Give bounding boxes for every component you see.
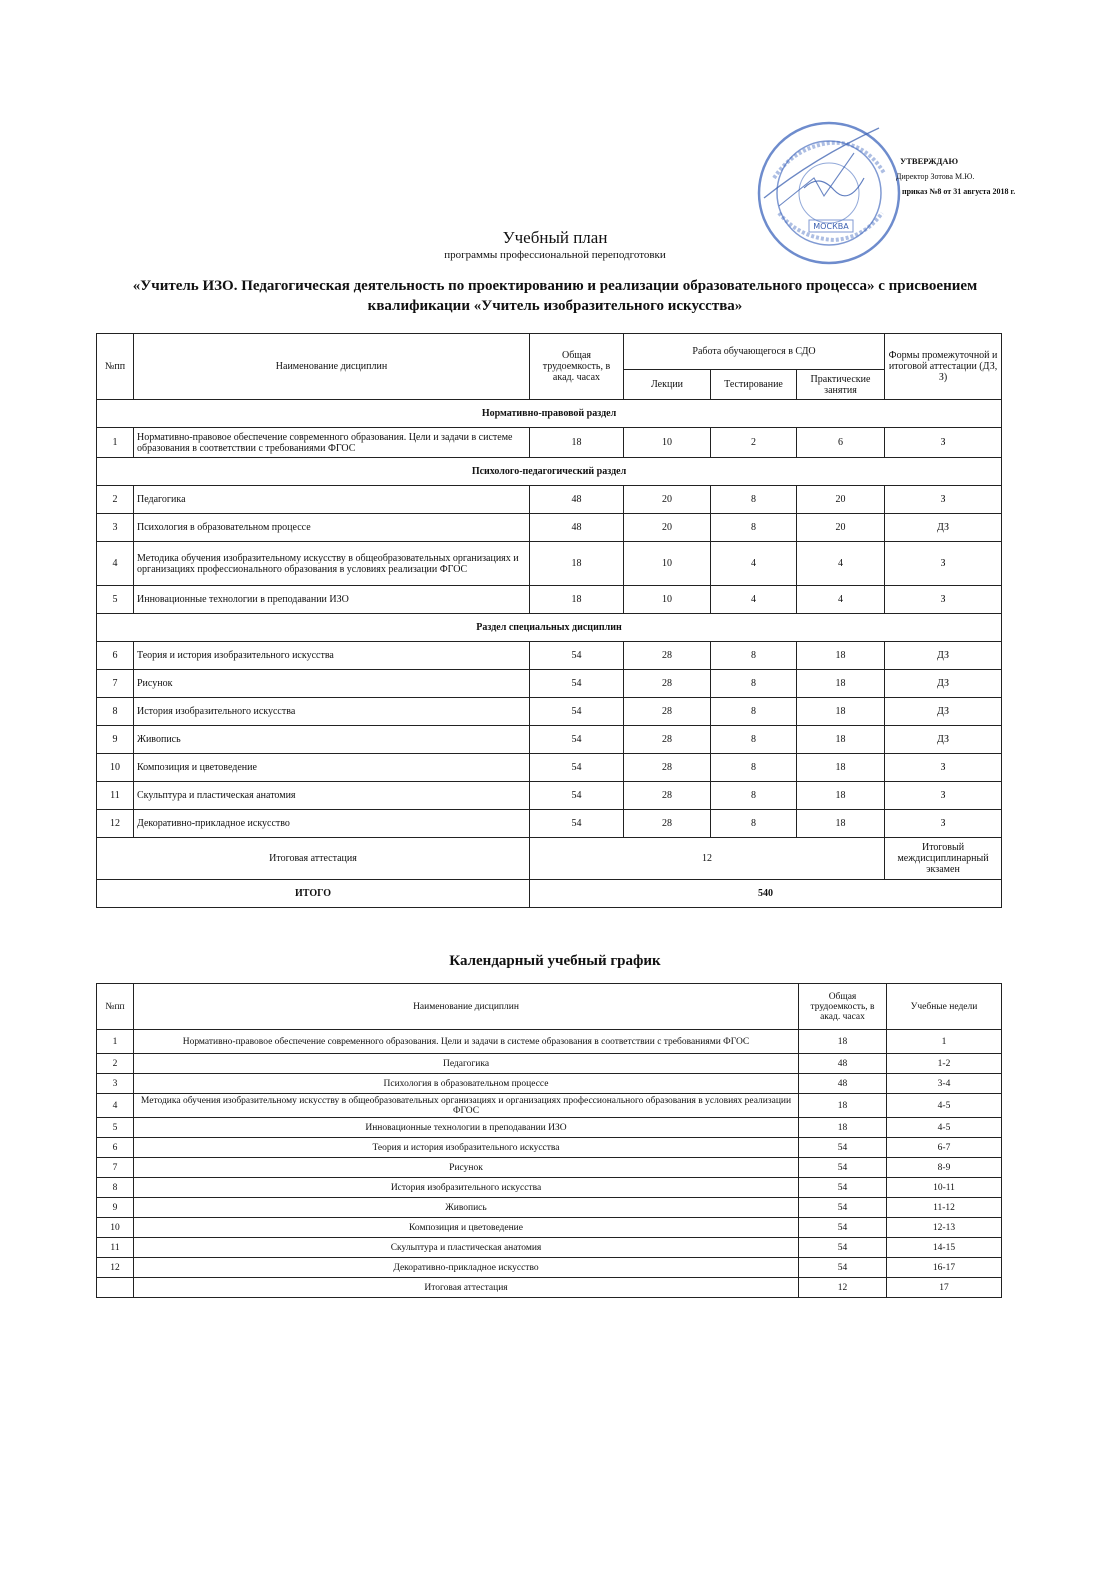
table-row (97, 754, 1002, 782)
row-discipline: История изобразительного искусства (134, 698, 530, 726)
cal-row-hours: 54 (799, 1178, 887, 1198)
table-row (97, 1158, 1002, 1178)
row-lectures: 28 (624, 754, 711, 782)
cal-row-num: 4 (97, 1094, 134, 1118)
program-title (0, 276, 1110, 316)
section-title: Нормативно-правовой раздел (97, 400, 1002, 428)
calendar-body (97, 1030, 1002, 1298)
cal-row-num: 1 (97, 1030, 134, 1054)
row-num: 9 (97, 726, 134, 754)
table-row (97, 1198, 1002, 1218)
row-discipline: Живопись (134, 726, 530, 754)
row-testing: 8 (711, 486, 797, 514)
table-row (97, 1218, 1002, 1238)
table-row (97, 542, 1002, 586)
table-row (97, 1178, 1002, 1198)
table-row (97, 428, 1002, 458)
table-row (97, 670, 1002, 698)
row-hours: 54 (530, 782, 624, 810)
row-practice: 4 (797, 586, 885, 614)
table-row (97, 1094, 1002, 1118)
curriculum-body (97, 400, 1002, 838)
calendar-table (96, 983, 1002, 1298)
row-num: 6 (97, 642, 134, 670)
row-discipline: Педагогика (134, 486, 530, 514)
row-num: 1 (97, 428, 134, 458)
row-practice: 18 (797, 810, 885, 838)
cal-row-weeks: 1 (887, 1030, 1002, 1054)
program-title-text: «Учитель ИЗО. Педагогическая деятельность по проектированию и реализации образовательного процесса» с присвоением квалификации «Учитель изобразительного искусства» (132, 278, 978, 314)
row-discipline: Нормативно-правовое обеспечение современного образования. Цели и задачи в системе образования в соответствии с требованиями ФГОС (134, 428, 530, 458)
table-row (97, 1258, 1002, 1278)
cal-row-discipline: Рисунок (134, 1158, 799, 1178)
row-hours: 54 (530, 726, 624, 754)
row-form: З (885, 810, 1002, 838)
cal-row-hours: 18 (799, 1118, 887, 1138)
row-hours: 18 (530, 428, 624, 458)
cal-row-num: 3 (97, 1074, 134, 1094)
cal-header-weeks: Учебные недели (887, 984, 1002, 1030)
cal-row-hours: 54 (799, 1258, 887, 1278)
cal-row-hours: 54 (799, 1138, 887, 1158)
row-discipline: Скульптура и пластическая анатомия (134, 782, 530, 810)
row-testing: 2 (711, 428, 797, 458)
cal-row-hours: 54 (799, 1158, 887, 1178)
cal-row-weeks: 14-15 (887, 1238, 1002, 1258)
row-form: З (885, 428, 1002, 458)
header-practice: Практические занятия (797, 370, 885, 400)
cal-row-weeks: 6-7 (887, 1138, 1002, 1158)
row-num: 2 (97, 486, 134, 514)
cal-row-discipline: Декоративно-прикладное искусство (134, 1258, 799, 1278)
row-testing: 8 (711, 642, 797, 670)
table-row (97, 782, 1002, 810)
row-lectures: 10 (624, 428, 711, 458)
cal-row-num: 12 (97, 1258, 134, 1278)
row-testing: 8 (711, 670, 797, 698)
row-lectures: 20 (624, 514, 711, 542)
cal-row-num: 5 (97, 1118, 134, 1138)
header-num: №пп (97, 334, 134, 400)
cal-row-hours: 48 (799, 1074, 887, 1094)
total-label: ИТОГО (97, 880, 530, 908)
table-row (97, 586, 1002, 614)
row-form: З (885, 586, 1002, 614)
row-practice: 4 (797, 542, 885, 586)
row-hours: 54 (530, 642, 624, 670)
row-discipline: Методика обучения изобразительному искусству в общеобразовательных организациях и организациях профессионального образования в условиях реализации ФГОС (134, 542, 530, 586)
section-title: Психолого-педагогический раздел (97, 458, 1002, 486)
row-form: ДЗ (885, 642, 1002, 670)
section-row (97, 614, 1002, 642)
final-attestation-form: Итоговый междисциплинарный экзамен (885, 838, 1002, 880)
cal-row-hours: 54 (799, 1218, 887, 1238)
stamp-city: МОСКВА (813, 222, 849, 231)
row-lectures: 28 (624, 782, 711, 810)
row-hours: 54 (530, 810, 624, 838)
row-practice: 20 (797, 514, 885, 542)
cal-row-discipline: Психология в образовательном процессе (134, 1074, 799, 1094)
row-discipline: Теория и история изобразительного искусства (134, 642, 530, 670)
cal-row-weeks: 4-5 (887, 1118, 1002, 1138)
cal-header-name: Наименование дисциплин (134, 984, 799, 1030)
header-testing: Тестирование (711, 370, 797, 400)
approval-order: приказ №8 от 31 августа 2018 г. (902, 187, 1016, 196)
row-form: ДЗ (885, 698, 1002, 726)
table-row (97, 486, 1002, 514)
row-testing: 8 (711, 726, 797, 754)
cal-row-weeks: 8-9 (887, 1158, 1002, 1178)
row-discipline: Инновационные технологии в преподавании ИЗО (134, 586, 530, 614)
row-form: З (885, 542, 1002, 586)
cal-row-discipline: Нормативно-правовое обеспечение современного образования. Цели и задачи в системе образования в соответствии с требованиями ФГОС (134, 1030, 799, 1054)
table-row (97, 1238, 1002, 1258)
cal-row-weeks: 17 (887, 1278, 1002, 1298)
table-row (97, 1118, 1002, 1138)
row-testing: 8 (711, 698, 797, 726)
row-practice: 6 (797, 428, 885, 458)
row-num: 10 (97, 754, 134, 782)
table-row (97, 698, 1002, 726)
row-num: 12 (97, 810, 134, 838)
row-lectures: 28 (624, 698, 711, 726)
cal-row-discipline: Скульптура и пластическая анатомия (134, 1238, 799, 1258)
row-hours: 54 (530, 698, 624, 726)
row-practice: 18 (797, 726, 885, 754)
cal-row-num: 10 (97, 1218, 134, 1238)
row-testing: 8 (711, 810, 797, 838)
cal-row-num: 7 (97, 1158, 134, 1178)
row-form: З (885, 486, 1002, 514)
table-row (97, 1138, 1002, 1158)
table-row (97, 726, 1002, 754)
row-num: 4 (97, 542, 134, 586)
table-row (97, 1054, 1002, 1074)
cal-header-hours: Общая трудоемкость, в акад. часах (799, 984, 887, 1030)
section-title: Раздел специальных дисциплин (97, 614, 1002, 642)
cal-row-hours: 48 (799, 1054, 887, 1074)
row-practice: 20 (797, 486, 885, 514)
cal-row-hours: 18 (799, 1094, 887, 1118)
row-discipline: Композиция и цветоведение (134, 754, 530, 782)
table-row (97, 810, 1002, 838)
cal-row-discipline: Методика обучения изобразительному искусству в общеобразовательных организациях и организациях профессионального образования в условиях реализации ФГОС (134, 1094, 799, 1118)
row-lectures: 28 (624, 810, 711, 838)
final-attestation-hours: 12 (530, 838, 885, 880)
approval-block (878, 154, 1078, 199)
row-lectures: 10 (624, 542, 711, 586)
row-num: 7 (97, 670, 134, 698)
total-hours: 540 (530, 880, 1002, 908)
row-lectures: 20 (624, 486, 711, 514)
row-testing: 8 (711, 514, 797, 542)
row-hours: 54 (530, 754, 624, 782)
row-testing: 8 (711, 782, 797, 810)
cal-row-weeks: 12-13 (887, 1218, 1002, 1238)
header-work: Работа обучающегося в СДО (624, 334, 885, 370)
table-row (97, 642, 1002, 670)
cal-row-num (97, 1278, 134, 1298)
cal-row-weeks: 3-4 (887, 1074, 1002, 1094)
row-lectures: 28 (624, 642, 711, 670)
row-practice: 18 (797, 642, 885, 670)
row-practice: 18 (797, 782, 885, 810)
cal-row-num: 8 (97, 1178, 134, 1198)
cal-row-hours: 54 (799, 1238, 887, 1258)
row-form: ДЗ (885, 726, 1002, 754)
cal-row-num: 2 (97, 1054, 134, 1074)
cal-header-num: №пп (97, 984, 134, 1030)
row-num: 8 (97, 698, 134, 726)
cal-row-discipline: Педагогика (134, 1054, 799, 1074)
section-row (97, 458, 1002, 486)
row-form: З (885, 782, 1002, 810)
table-row (97, 1278, 1002, 1298)
row-num: 11 (97, 782, 134, 810)
row-hours: 18 (530, 586, 624, 614)
document-title: Учебный план (502, 228, 608, 247)
document-subtitle: программы профессиональной переподготовки (444, 249, 666, 261)
row-hours: 48 (530, 486, 624, 514)
cal-row-discipline: Композиция и цветоведение (134, 1218, 799, 1238)
cal-row-discipline: Итоговая аттестация (134, 1278, 799, 1298)
calendar-title: Календарный учебный график (449, 953, 661, 969)
row-discipline: Рисунок (134, 670, 530, 698)
cal-row-discipline: Инновационные технологии в преподавании ИЗО (134, 1118, 799, 1138)
cal-row-weeks: 10-11 (887, 1178, 1002, 1198)
row-practice: 18 (797, 754, 885, 782)
row-practice: 18 (797, 698, 885, 726)
row-hours: 18 (530, 542, 624, 586)
approval-director: Директор Зотова М.Ю. (896, 172, 975, 181)
cal-row-weeks: 11-12 (887, 1198, 1002, 1218)
final-attestation-label: Итоговая аттестация (97, 838, 530, 880)
row-testing: 4 (711, 542, 797, 586)
row-testing: 4 (711, 586, 797, 614)
header-forms: Формы промежуточной и итоговой аттестации (ДЗ, З) (885, 334, 1002, 400)
cal-row-discipline: Живопись (134, 1198, 799, 1218)
row-lectures: 10 (624, 586, 711, 614)
header-name: Наименование дисциплин (134, 334, 530, 400)
curriculum-table (96, 333, 1002, 908)
section-row (97, 400, 1002, 428)
cal-row-num: 11 (97, 1238, 134, 1258)
cal-row-num: 9 (97, 1198, 134, 1218)
row-num: 3 (97, 514, 134, 542)
row-discipline: Декоративно-прикладное искусство (134, 810, 530, 838)
row-hours: 48 (530, 514, 624, 542)
header-hours: Общая трудоемкость, в акад. часах (530, 334, 624, 400)
header-lectures: Лекции (624, 370, 711, 400)
cal-row-weeks: 1-2 (887, 1054, 1002, 1074)
table-row (97, 1030, 1002, 1054)
cal-row-hours: 18 (799, 1030, 887, 1054)
table-row (97, 514, 1002, 542)
row-form: ДЗ (885, 670, 1002, 698)
row-discipline: Психология в образовательном процессе (134, 514, 530, 542)
cal-row-discipline: История изобразительного искусства (134, 1178, 799, 1198)
cal-row-weeks: 4-5 (887, 1094, 1002, 1118)
row-lectures: 28 (624, 670, 711, 698)
row-form: З (885, 754, 1002, 782)
table-row (97, 1074, 1002, 1094)
row-num: 5 (97, 586, 134, 614)
cal-row-discipline: Теория и история изобразительного искусства (134, 1138, 799, 1158)
cal-row-hours: 54 (799, 1198, 887, 1218)
row-testing: 8 (711, 754, 797, 782)
row-lectures: 28 (624, 726, 711, 754)
row-form: ДЗ (885, 514, 1002, 542)
approval-heading: УТВЕРЖДАЮ (900, 156, 959, 166)
cal-row-weeks: 16-17 (887, 1258, 1002, 1278)
cal-row-hours: 12 (799, 1278, 887, 1298)
row-hours: 54 (530, 670, 624, 698)
cal-row-num: 6 (97, 1138, 134, 1158)
row-practice: 18 (797, 670, 885, 698)
